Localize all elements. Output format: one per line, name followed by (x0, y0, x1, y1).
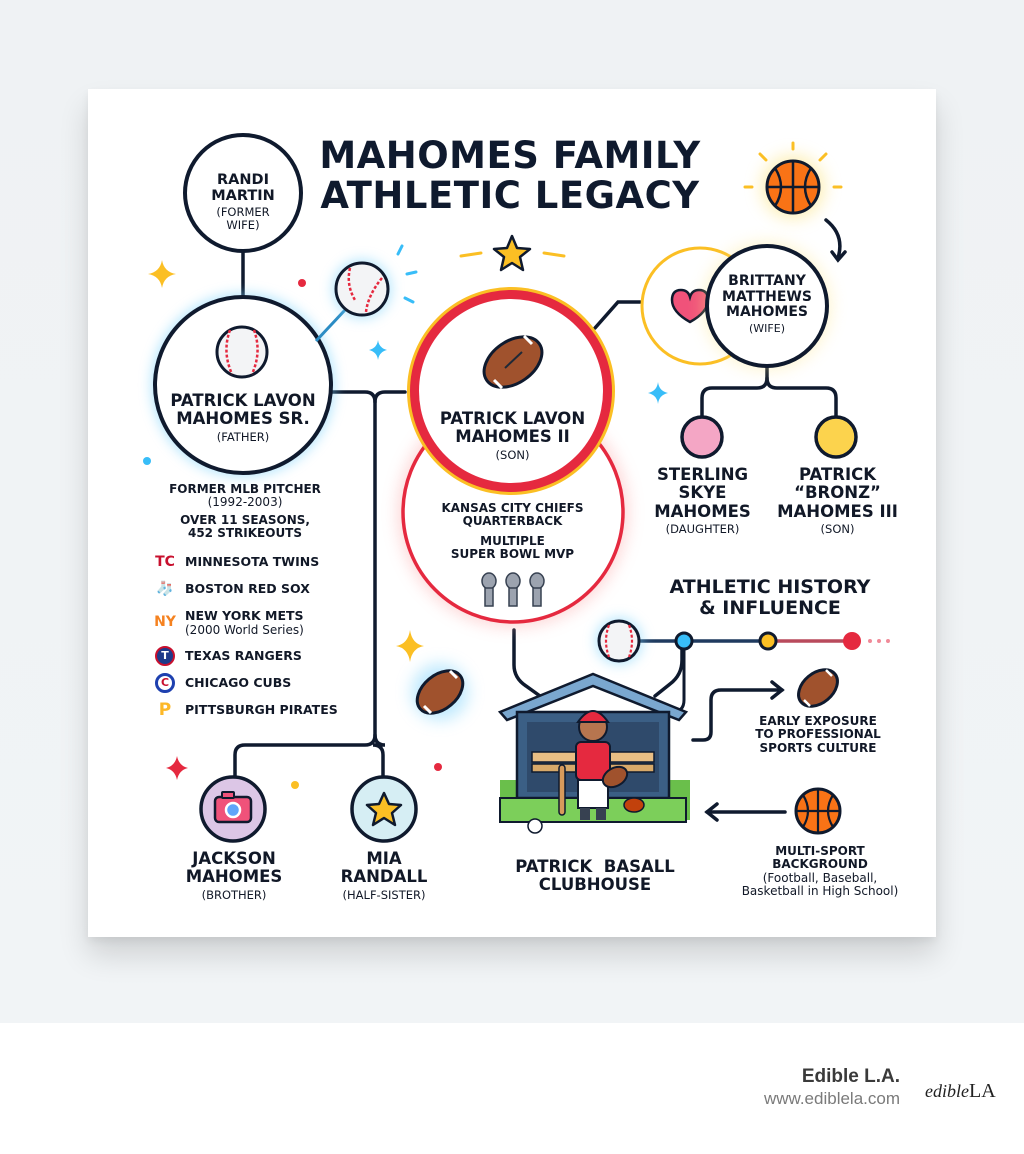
athletic-timeline (640, 632, 890, 712)
clubhouse-illustration (500, 674, 690, 833)
team-name: CHICAGO CUBS (185, 675, 292, 690)
logo-caps: LA (968, 1080, 996, 1102)
star-icon (461, 236, 564, 270)
history-heading-2: & INFLUENCE (699, 597, 841, 620)
team-list (155, 548, 375, 723)
team-name-wrap (185, 608, 304, 637)
team-name: TEXAS RANGERS (185, 648, 302, 663)
brother-relation: (BROTHER) (201, 887, 267, 902)
father-name-1: PATRICK LAVON (170, 391, 316, 410)
page-title (300, 136, 720, 216)
team-cubs (155, 669, 375, 696)
exposure-line-1: EARLY EXPOSURE (759, 714, 877, 728)
brand-url[interactable]: www.ediblela.com (763, 1089, 900, 1108)
son-career-line-1: KANSAS CITY CHIEFS (441, 501, 584, 515)
grandson-name-2: “BRONZ” (794, 483, 881, 503)
basketball-icon-multisport (796, 789, 840, 833)
multi-line-3: (Football, Baseball, (762, 870, 878, 885)
footer-brand (764, 1066, 900, 1109)
career-line-2: (1992-2003) (207, 495, 283, 510)
team-rangers (155, 642, 375, 669)
career-line-4: 452 STRIKEOUTS (187, 526, 303, 541)
son-relation: (SON) (495, 447, 530, 462)
father-name-2: MAHOMES SR. (176, 409, 310, 429)
node-brother (201, 777, 265, 841)
daughter-name-1: STERLING (656, 465, 749, 484)
label-wife (707, 274, 827, 335)
title-line-2: ATHLETIC LEGACY (320, 173, 700, 217)
early-exposure-label (738, 715, 898, 755)
team-name: MINNESOTA TWINS (185, 554, 320, 569)
baseball-icon-timeline (595, 617, 643, 665)
brother-name-1: JACKSON (192, 849, 276, 868)
label-grandson (770, 466, 905, 536)
pirates-logo-icon: P (158, 699, 172, 720)
team-name: BOSTON RED SOX (185, 581, 310, 596)
multi-line-2: BACKGROUND (772, 857, 868, 872)
history-heading (650, 577, 890, 620)
brand-logo (925, 1080, 996, 1103)
label-father (160, 392, 326, 444)
logo-italic: edible (925, 1081, 969, 1101)
baseball-icon-small (316, 246, 416, 341)
exposure-line-3: SPORTS CULTURE (759, 740, 877, 755)
node-father (151, 293, 335, 477)
label-half-sister (325, 850, 443, 902)
clubhouse-label-1: PATRICK BASALL (515, 857, 675, 876)
son-name-1: PATRICK LAVON (439, 409, 586, 428)
half-sister-relation: (HALF-SISTER) (342, 887, 426, 902)
son-career-line-2: QUARTERBACK (462, 514, 563, 529)
label-brother (175, 850, 293, 902)
brother-name-2: MAHOMES (185, 867, 283, 887)
team-name: PITTSBURGH PIRATES (185, 702, 338, 717)
randi-rel-1: (FORMER (216, 205, 270, 220)
half-sister-name-2: RANDALL (340, 867, 428, 887)
son-career-line-3: MULTIPLE (480, 533, 545, 548)
son-name-2: MAHOMES II (455, 427, 570, 447)
grandson-name-1: PATRICK (798, 465, 877, 484)
grandson-relation: (SON) (820, 522, 855, 537)
football-icon-exposure (792, 662, 845, 713)
team-red-sox (155, 575, 375, 602)
team-note: (2000 World Series) (185, 622, 304, 637)
grandson-name-3: MAHOMES III (777, 501, 898, 521)
team-twins (155, 548, 375, 575)
randi-name-1: RANDI (217, 172, 269, 188)
career-line-1: FORMER MLB PITCHER (169, 482, 321, 496)
clubhouse-label-2: CLUBHOUSE (538, 875, 652, 895)
clubhouse-label (500, 858, 690, 895)
multi-line-1: MULTI-SPORT (775, 844, 865, 858)
rangers-logo-icon: T (155, 646, 175, 666)
red-sox-logo-icon: 🧦 (156, 580, 174, 597)
daughter-name-3: MAHOMES (654, 501, 751, 521)
label-daughter (640, 466, 765, 536)
brand-name: Edible L.A. (801, 1066, 900, 1087)
team-name: NEW YORK METS (185, 607, 304, 623)
grandson-dot (816, 417, 856, 457)
multi-line-4: Basketball in High School) (741, 884, 899, 899)
randi-rel-2: WIFE) (226, 218, 260, 233)
node-half-sister (352, 777, 416, 841)
wife-name-2: MATTHEWS (722, 288, 812, 305)
football-icon-floating (409, 662, 471, 721)
daughter-dot (682, 417, 722, 457)
half-sister-name-1: MIA (366, 849, 402, 868)
cubs-logo-icon: C (155, 673, 175, 693)
wife-name-3: MAHOMES (726, 304, 808, 321)
wife-relation: (WIFE) (749, 322, 785, 336)
father-career-summary (145, 483, 345, 541)
twins-logo-icon: TC (155, 553, 175, 570)
multi-sport-label (725, 845, 915, 899)
trophy-icons (482, 573, 544, 606)
team-mets (155, 602, 375, 642)
camera-icon (215, 792, 251, 822)
team-pirates (155, 696, 375, 723)
son-career-line-4: SUPER BOWL MVP (450, 547, 575, 562)
wife-name-1: BRITTANY (728, 273, 806, 289)
father-relation: (FATHER) (216, 429, 270, 444)
mets-logo-icon: NY (154, 614, 176, 630)
randi-name-2: MARTIN (211, 188, 275, 205)
career-line-3: OVER 11 SEASONS, (180, 512, 310, 527)
daughter-relation: (DAUGHTER) (665, 522, 740, 537)
title-line-1: MAHOMES FAMILY (319, 134, 701, 177)
daughter-name-2: SKYE (678, 483, 727, 503)
label-son (425, 410, 600, 462)
label-randi-martin (188, 172, 298, 232)
son-career-summary (425, 502, 600, 562)
baseball-icon (217, 327, 267, 377)
basketball-icon (745, 143, 841, 219)
exposure-line-2: TO PROFESSIONAL (755, 727, 881, 742)
history-heading-1: ATHLETIC HISTORY (669, 576, 871, 598)
